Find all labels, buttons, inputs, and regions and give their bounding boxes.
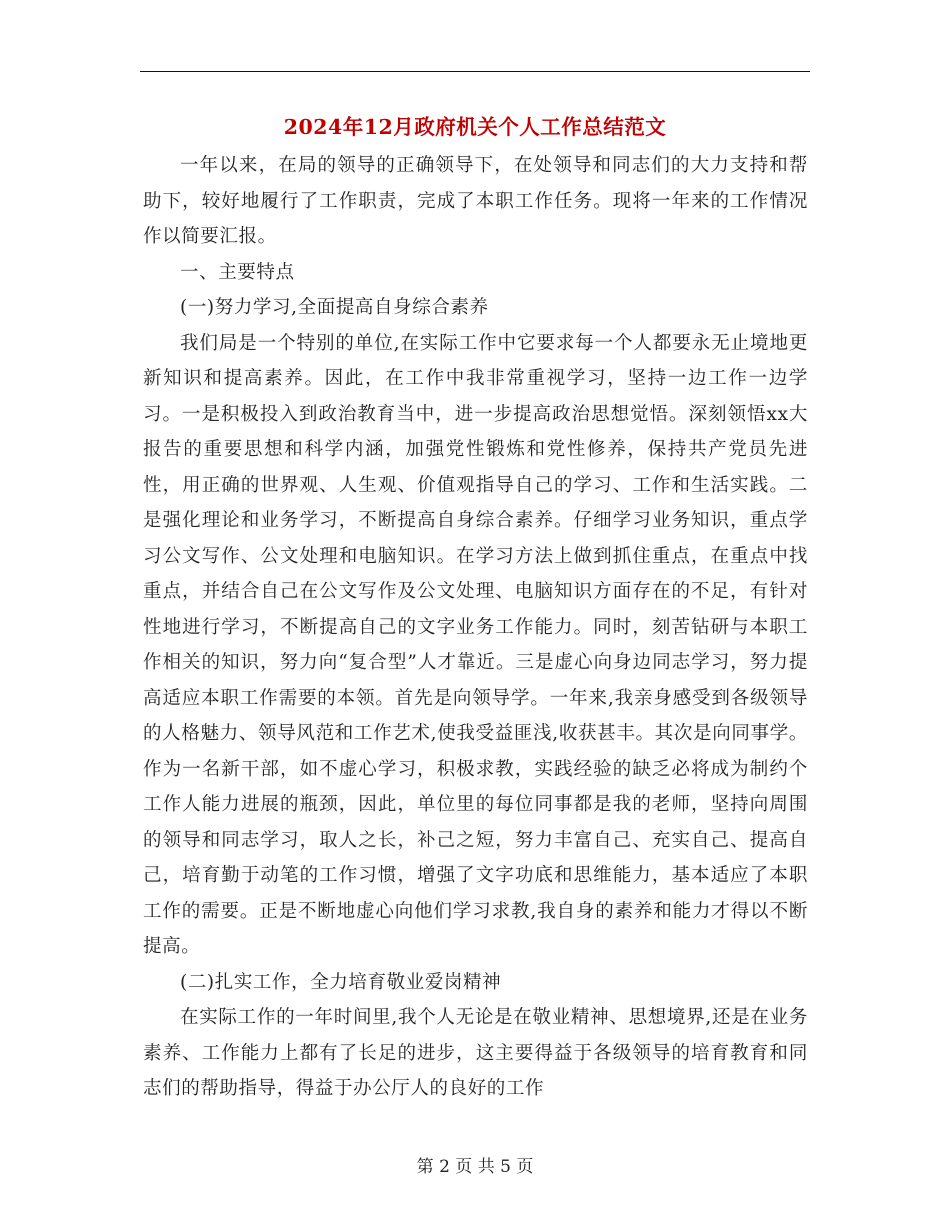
document-title: 2024年12月政府机关个人工作总结范文 <box>283 115 667 139</box>
body-paragraph-2: 在实际工作的一年时间里,我个人无论是在敬业精神、思想境界,还是在业务素养、工作能力上都有了长足的进步，这主要得益于各级领导的培育教育和同志们的帮助指导，得益于办公厅人的良好的工作 <box>143 1007 808 1099</box>
subsection-heading-2: (二)扎实工作，全力培育敬业爱岗精神 <box>180 971 502 993</box>
page-number-footer: 第 2 页 共 5 页 <box>416 1157 534 1177</box>
subsection-heading-1: (一)努力学习,全面提高自身综合素养 <box>180 297 489 318</box>
body-paragraph-1: 我们局是一个特别的单位,在实际工作中它要求每一个人都要永无止境地更新知识和提高素养。因此，在工作中我非常重视学习，坚持一边工作一边学习。一是积极投入到政治教育当中，进一步提高政治思想觉悟。深刻领悟xx大报告的重要思想和科学内涵，加强党性锻炼和党性修养，保持共产党员先进性，用正确的世界观、人生观、价值观指导自己的学习、工作和生活实践。二是强化理论和业务学习，不断提高自身综合素养。仔细学习业务知识，重点学习公文写作、公文处理和电脑知识。在学习方法上做到抓住重点，在重点中找重点，并结合自己在公文写作及公文处理、电脑知识方面存在的不足，有针对性地进行学习，不断提高自己的文字业务工作能力。同时，刻苦钻研与本职工作相关的知识，努力向“复合型”人才靠近。三是虚心向身边同志学习，努力提高适应本职工作需要的本领。首先是向领导学。一年来,我亲身感受到各级领导的人格魅力、领导风范和工作艺术,使我受益匪浅,收获甚丰。其次是向同事学。作为一名新干部，如不虚心学习，积极求教，实践经验的缺乏必将成为制约个工作人能力进展的瓶颈，因此，单位里的每位同事都是我的老师，坚持向周围的领导和同志学习，取人之长，补己之短，努力丰富自己、充实自己、提高自己，培育勤于动笔的工作习惯，增强了文字功底和思维能力，基本适应了本职工作的需要。正是不断地虚心向他们学习求教,我自身的素养和能力才得以不断提高。 <box>143 332 808 957</box>
document-body <box>143 148 808 1107</box>
header-rule <box>140 71 810 72</box>
intro-paragraph: 一年以来，在局的领导的正确领导下，在处领导和同志们的大力支持和帮助下，较好地履行了工作职责，完成了本职工作任务。现将一年来的工作情况作以简要汇报。 <box>143 155 808 247</box>
section-heading: 一、主要特点 <box>180 261 295 283</box>
